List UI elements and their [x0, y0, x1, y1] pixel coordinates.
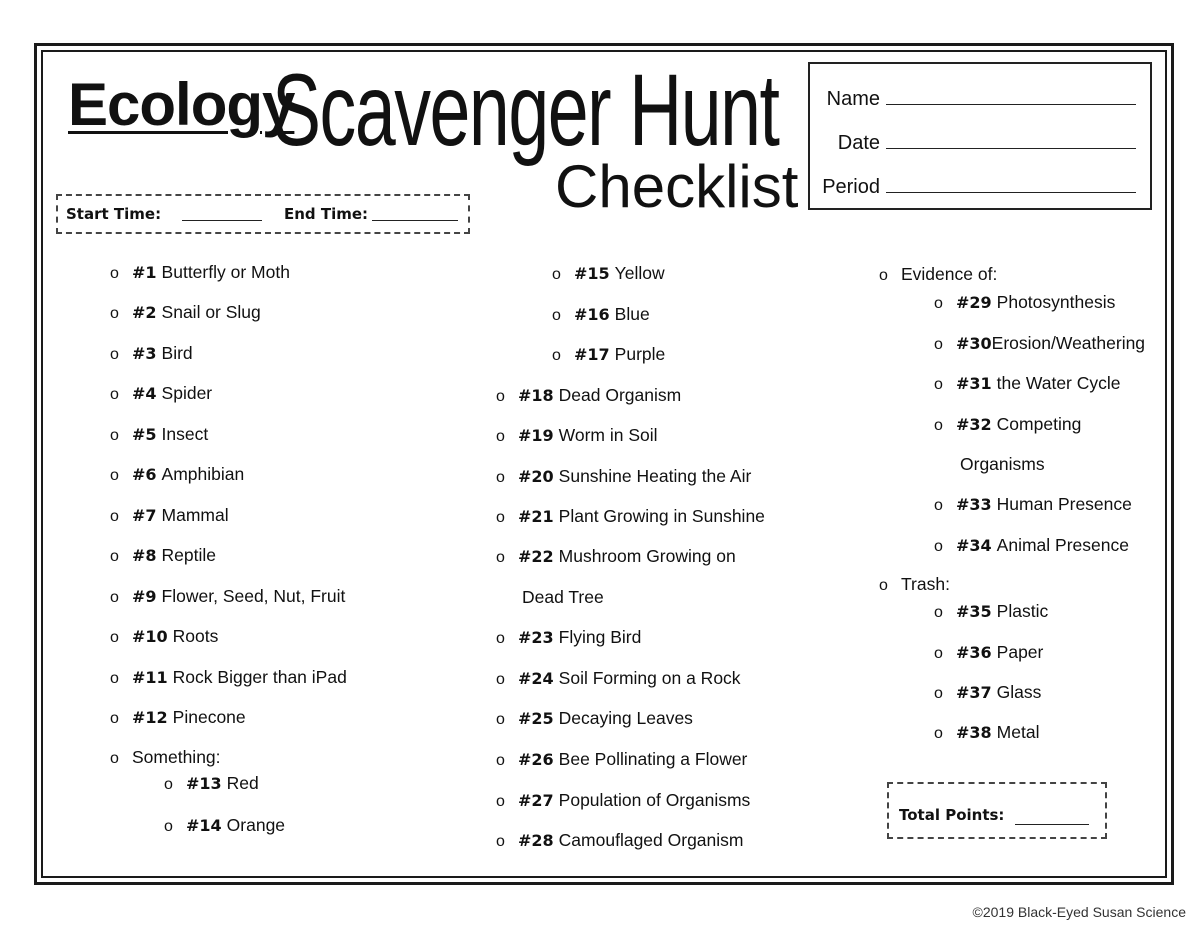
checklist-item-2[interactable]: o #2 Snail or Slug — [110, 302, 261, 322]
title-ecology: Ecology — [68, 71, 295, 138]
checklist-item-1[interactable]: o #1 Butterfly or Moth — [110, 262, 290, 282]
checklist-item-17[interactable]: o #17 Purple — [552, 344, 666, 364]
checkbox-circle-icon[interactable]: o — [934, 376, 943, 393]
checkbox-circle-icon[interactable]: o — [164, 818, 173, 835]
period-row — [822, 174, 1136, 199]
checklist-group-something[interactable]: o Something: — [110, 747, 221, 767]
checkbox-circle-icon[interactable]: o — [934, 645, 943, 662]
checklist-item-27[interactable]: o #27 Population of Organisms — [496, 790, 751, 810]
checkbox-circle-icon[interactable]: o — [110, 467, 119, 484]
end-time-label: End Time: — [284, 205, 369, 223]
checkbox-circle-icon[interactable]: o — [496, 711, 505, 728]
checklist-item-38[interactable]: o #38 Metal — [934, 722, 1040, 742]
checkbox-circle-icon[interactable]: o — [110, 670, 119, 687]
checklist-item-32-cont: Organisms — [960, 454, 1045, 474]
title-checklist: Checklist — [555, 153, 799, 220]
title-scavenger-hunt: Scavenger Hunt — [272, 53, 779, 167]
checklist-item-34[interactable]: o #34 Animal Presence — [934, 535, 1129, 555]
checkbox-circle-icon[interactable]: o — [496, 671, 505, 688]
checkbox-circle-icon[interactable]: o — [934, 604, 943, 621]
start-time-field[interactable] — [182, 220, 262, 221]
checkbox-circle-icon[interactable]: o — [496, 428, 505, 445]
checklist-item-7[interactable]: o #7 Mammal — [110, 505, 229, 525]
checkbox-circle-icon[interactable]: o — [496, 509, 505, 526]
checklist-item-4[interactable]: o #4 Spider — [110, 383, 213, 403]
checkbox-circle-icon[interactable]: o — [552, 307, 561, 324]
checkbox-circle-icon[interactable]: o — [496, 630, 505, 647]
checklist-item-8[interactable]: o #8 Reptile — [110, 545, 217, 565]
checklist-group-evidence[interactable]: o Evidence of: — [879, 264, 998, 284]
date-row — [838, 130, 1136, 155]
date-label: Date — [837, 132, 880, 154]
checkbox-circle-icon[interactable]: o — [110, 750, 119, 767]
checkbox-circle-icon[interactable]: o — [496, 752, 505, 769]
checklist-item-37[interactable]: o #37 Glass — [934, 682, 1042, 702]
checklist-item-3[interactable]: o #3 Bird — [110, 343, 193, 363]
checklist-item-32[interactable]: o #32 Competing — [934, 414, 1082, 434]
checklist-item-20[interactable]: o #20 Sunshine Heating the Air — [496, 466, 752, 486]
checkbox-circle-icon[interactable]: o — [110, 265, 119, 282]
checkbox-circle-icon[interactable]: o — [496, 469, 505, 486]
checkbox-circle-icon[interactable]: o — [110, 386, 119, 403]
start-time-label: Start Time: — [66, 205, 162, 223]
checklist-item-23[interactable]: o #23 Flying Bird — [496, 627, 642, 647]
checkbox-circle-icon[interactable]: o — [164, 776, 173, 793]
checkbox-circle-icon[interactable]: o — [110, 508, 119, 525]
checklist-item-36[interactable]: o #36 Paper — [934, 642, 1044, 662]
checkbox-circle-icon[interactable]: o — [110, 548, 119, 565]
checkbox-circle-icon[interactable]: o — [496, 833, 505, 850]
total-points-field[interactable] — [1015, 824, 1089, 825]
checkbox-circle-icon[interactable]: o — [934, 497, 943, 514]
time-box — [56, 194, 470, 234]
checklist-item-22-cont: Dead Tree — [522, 587, 604, 607]
total-points-label: Total Points: — [899, 806, 1005, 824]
checklist-item-15[interactable]: o #15 Yellow — [552, 263, 665, 283]
checkbox-circle-icon[interactable]: o — [110, 589, 119, 606]
checklist-item-31[interactable]: o #31 the Water Cycle — [934, 373, 1121, 393]
checkbox-circle-icon[interactable]: o — [496, 388, 505, 405]
student-info-box — [808, 62, 1152, 210]
end-time-field[interactable] — [372, 220, 458, 221]
total-points-box — [887, 782, 1107, 839]
period-field[interactable] — [886, 174, 1136, 193]
checklist-item-12[interactable]: o #12 Pinecone — [110, 707, 246, 727]
checkbox-circle-icon[interactable]: o — [552, 266, 561, 283]
checkbox-circle-icon[interactable]: o — [110, 710, 119, 727]
checkbox-circle-icon[interactable]: o — [110, 427, 119, 444]
checklist-item-22[interactable]: o #22 Mushroom Growing on — [496, 546, 736, 566]
checkbox-circle-icon[interactable]: o — [934, 725, 943, 742]
checkbox-circle-icon[interactable]: o — [110, 305, 119, 322]
date-field[interactable] — [886, 130, 1136, 149]
checklist-item-26[interactable]: o #26 Bee Pollinating a Flower — [496, 749, 748, 769]
checklist-item-21[interactable]: o #21 Plant Growing in Sunshine — [496, 506, 765, 526]
checklist-item-25[interactable]: o #25 Decaying Leaves — [496, 708, 693, 728]
checkbox-circle-icon[interactable]: o — [934, 417, 943, 434]
checklist-item-6[interactable]: o #6 Amphibian — [110, 464, 245, 484]
checklist-item-29[interactable]: o #29 Photosynthesis — [934, 292, 1116, 312]
checklist-item-28[interactable]: o #28 Camouflaged Organism — [496, 830, 744, 850]
checkbox-circle-icon[interactable]: o — [879, 577, 888, 594]
checkbox-circle-icon[interactable]: o — [934, 336, 943, 353]
name-row — [827, 86, 1136, 111]
checkbox-circle-icon[interactable]: o — [110, 346, 119, 363]
checklist-item-10[interactable]: o #10 Roots — [110, 626, 219, 646]
checkbox-circle-icon[interactable]: o — [110, 629, 119, 646]
period-label: Period — [822, 176, 880, 198]
checklist-item-13[interactable]: o #13 Red — [164, 773, 259, 793]
checklist-item-30[interactable]: o #30Erosion/Weathering — [934, 333, 1146, 353]
checklist-item-11[interactable]: o #11 Rock Bigger than iPad — [110, 667, 347, 687]
checklist-item-33[interactable]: o #33 Human Presence — [934, 494, 1132, 514]
checkbox-circle-icon[interactable]: o — [496, 793, 505, 810]
checklist-item-16[interactable]: o #16 Blue — [552, 304, 650, 324]
checklist-item-9[interactable]: o #9 Flower, Seed, Nut, Fruit — [110, 586, 346, 606]
checkbox-circle-icon[interactable]: o — [879, 267, 888, 284]
checklist-item-35[interactable]: o #35 Plastic — [934, 601, 1049, 621]
checkbox-circle-icon[interactable]: o — [496, 549, 505, 566]
checkbox-circle-icon[interactable]: o — [934, 538, 943, 555]
checklist-item-24[interactable]: o #24 Soil Forming on a Rock — [496, 668, 741, 688]
name-field[interactable] — [886, 86, 1136, 105]
checklist-item-18[interactable]: o #18 Dead Organism — [496, 385, 682, 405]
checklist-item-14[interactable]: o #14 Orange — [164, 815, 286, 835]
checklist-item-19[interactable]: o #19 Worm in Soil — [496, 425, 658, 445]
copyright-notice: ©2019 Black-Eyed Susan Science — [972, 904, 1186, 920]
checkbox-circle-icon[interactable]: o — [552, 347, 561, 364]
name-label: Name — [826, 88, 880, 110]
checklist-group-trash[interactable]: o Trash: — [879, 574, 950, 594]
checklist-item-5[interactable]: o #5 Insect — [110, 424, 209, 444]
checkbox-circle-icon[interactable]: o — [934, 685, 943, 702]
checkbox-circle-icon[interactable]: o — [934, 295, 943, 312]
